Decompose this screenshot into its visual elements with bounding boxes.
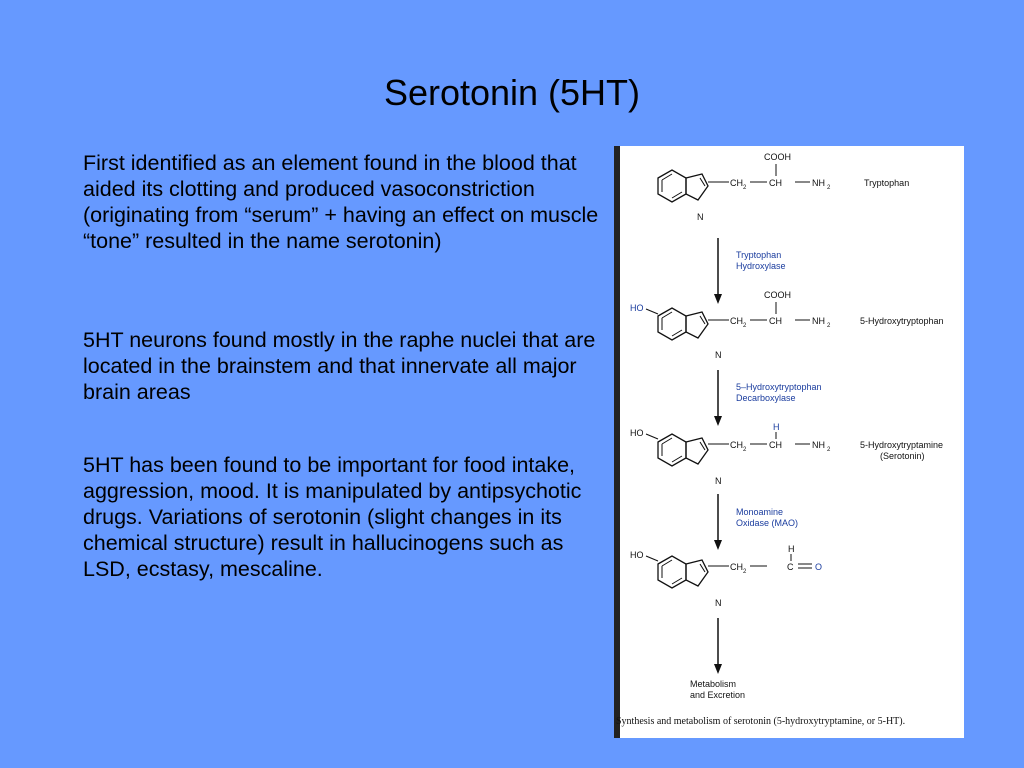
cooh-label: COOH bbox=[764, 152, 791, 162]
enzyme-tryptophan-hydroxylase-line1: Tryptophan bbox=[736, 250, 782, 260]
subscript-2: 2 bbox=[743, 185, 747, 191]
nh2-label: NH bbox=[812, 316, 825, 326]
subscript-2: 2 bbox=[827, 447, 831, 453]
compound-5-hydroxytryptophan: 5-Hydroxytryptophan bbox=[860, 316, 944, 326]
h-label: H bbox=[788, 544, 795, 554]
arrowhead bbox=[714, 294, 722, 304]
tryptophan-structure bbox=[658, 152, 909, 222]
subscript-2: 2 bbox=[827, 323, 831, 329]
ch2-label: CH bbox=[730, 562, 743, 572]
ch2-label: CH bbox=[730, 316, 743, 326]
carbon-label: C bbox=[787, 562, 794, 572]
ring-nitrogen-label: N bbox=[697, 212, 704, 222]
ch-label: CH bbox=[769, 178, 782, 188]
compound-5-hydroxytryptamine: 5-Hydroxytryptamine bbox=[860, 440, 944, 450]
compound-serotonin-note: (Serotonin) bbox=[880, 451, 925, 461]
ring-nitrogen-label: N bbox=[715, 598, 722, 608]
arrowhead bbox=[714, 416, 722, 426]
serotonin-structure bbox=[630, 422, 943, 486]
end-label-line2: and Excretion bbox=[690, 690, 746, 700]
ring-nitrogen-label: N bbox=[715, 350, 722, 360]
paragraph-history: First identified as an element found in the blood that aided its clotting and produced vasoconstriction (originating from “serum” + having an effect on muscle “tone” resulted in the name serotonin) bbox=[83, 151, 599, 253]
figure-border bbox=[614, 146, 620, 738]
nh2-label: NH bbox=[812, 440, 825, 450]
compound-tryptophan: Tryptophan bbox=[864, 178, 910, 188]
hydroxytryptophan-structure bbox=[630, 290, 944, 360]
subscript-2: 2 bbox=[743, 569, 747, 575]
arrowhead bbox=[714, 540, 722, 550]
pathway-diagram bbox=[614, 146, 964, 738]
aldehyde-structure bbox=[630, 544, 822, 608]
ch-label: CH bbox=[769, 316, 782, 326]
oxygen-label: O bbox=[815, 562, 823, 572]
ch-label: CH bbox=[769, 440, 782, 450]
ho-label: HO bbox=[630, 428, 644, 438]
ring-nitrogen-label: N bbox=[715, 476, 722, 486]
ho-label: HO bbox=[630, 303, 644, 313]
enzyme-mao-line1: Monoamine bbox=[736, 507, 784, 517]
ch2-label: CH bbox=[730, 440, 743, 450]
h-label: H bbox=[773, 422, 780, 432]
ch2-label: CH bbox=[730, 178, 743, 188]
enzyme-mao-line2: Oxidase (MAO) bbox=[736, 518, 799, 528]
figure-caption: Synthesis and metabolism of serotonin (5-hydroxytryptamine, or 5-HT). bbox=[616, 716, 906, 727]
end-label-line1: Metabolism bbox=[690, 679, 737, 689]
slide-title: Serotonin (5HT) bbox=[383, 72, 641, 113]
subscript-2: 2 bbox=[743, 323, 747, 329]
paragraph-functions: 5HT has been found to be important for food intake, aggression, mood. It is manipulated by antipsychotic drugs. Variations of serotonin (slight changes in its chemical structure) result in hallucinogens such as LSD, ecstasy, mescaline. bbox=[83, 453, 582, 581]
subscript-2: 2 bbox=[827, 185, 831, 191]
enzyme-tryptophan-hydroxylase-line2: Hydroxylase bbox=[736, 261, 786, 271]
serotonin-pathway-figure bbox=[614, 146, 964, 738]
nh2-label: NH bbox=[812, 178, 825, 188]
enzyme-decarboxylase-line1: 5–Hydroxytryptophan bbox=[736, 382, 822, 392]
cooh-label: COOH bbox=[764, 290, 791, 300]
enzyme-decarboxylase-line2: Decarboxylase bbox=[736, 393, 796, 403]
ho-label: HO bbox=[630, 550, 644, 560]
subscript-2: 2 bbox=[743, 447, 747, 453]
paragraph-neurons: 5HT neurons found mostly in the raphe nuclei that are located in the brainstem and that innervate all major brain areas bbox=[83, 328, 596, 404]
arrowhead bbox=[714, 664, 722, 674]
